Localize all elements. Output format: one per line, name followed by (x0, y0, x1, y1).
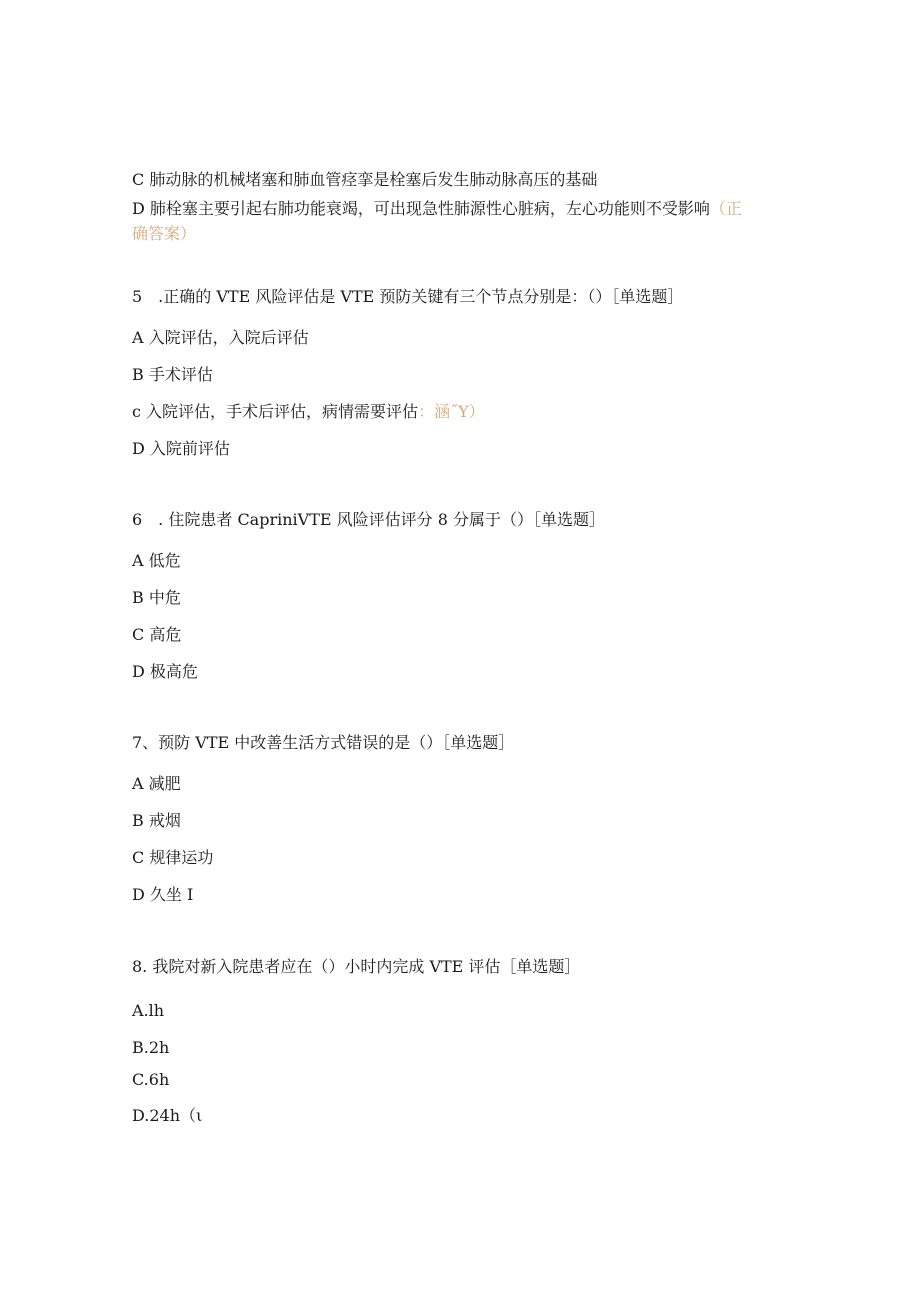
question-8-stem: 8. 我院对新入院患者应在（）小时内完成 VTE 评估［单选题］ (132, 957, 581, 976)
question-5-option-c-text: c 入院评估，手术后评估，病情需要评估 (132, 402, 419, 421)
q4-option-d-text: D 肺栓塞主要引起右肺功能衰竭，可出现急性肺源性心脏病，左心功能则不受影响 (132, 199, 710, 218)
q4-option-d (132, 197, 742, 221)
question-7-stem: 7、预防 VTE 中改善生活方式错误的是（）［单选题］ (132, 733, 515, 752)
question-8-option-d: D.24h（ι (132, 1106, 203, 1125)
question-8-option-c: C.6h (132, 1070, 170, 1089)
correct-answer-mark-continued: 确答案） (132, 224, 197, 243)
question-5-option-c (132, 400, 485, 424)
correct-answer-mark: （正 (709, 199, 742, 218)
question-5-option-b: B 手术评估 (132, 365, 213, 384)
question-8-option-a: A.lh (132, 1001, 165, 1020)
question-6-option-d: D 极高危 (132, 662, 198, 681)
question-7-option-d: D 久坐 I (132, 885, 194, 904)
question-6-stem: 6 . 住院患者 CapriniVTE 风险评估评分 8 分属于（）［单选题］ (132, 510, 605, 529)
question-6-option-c: C 高危 (132, 625, 182, 644)
q4-option-c: C 肺动脉的机械堵塞和肺血管痉挛是栓塞后发生肺动脉高压的基础 (132, 170, 598, 189)
question-5-stem: 5 .正确的 VTE 风险评估是 VTE 预防关键有三个节点分别是：（）［单选题］ (132, 287, 684, 306)
question-6-option-a: A 低危 (132, 551, 181, 570)
question-7-option-c: C 规律运功 (132, 848, 214, 867)
question-7-option-b: B 戒烟 (132, 811, 181, 830)
question-8-option-b: B.2h (132, 1038, 170, 1057)
correct-answer-mark: ：涵˝Y） (418, 402, 485, 421)
question-5-option-d: D 入院前评估 (132, 439, 230, 458)
question-7-option-a: A 减肥 (132, 774, 181, 793)
question-6-option-b: B 中危 (132, 588, 181, 607)
question-5-option-a: A 入院评估，入院后评估 (132, 328, 309, 347)
